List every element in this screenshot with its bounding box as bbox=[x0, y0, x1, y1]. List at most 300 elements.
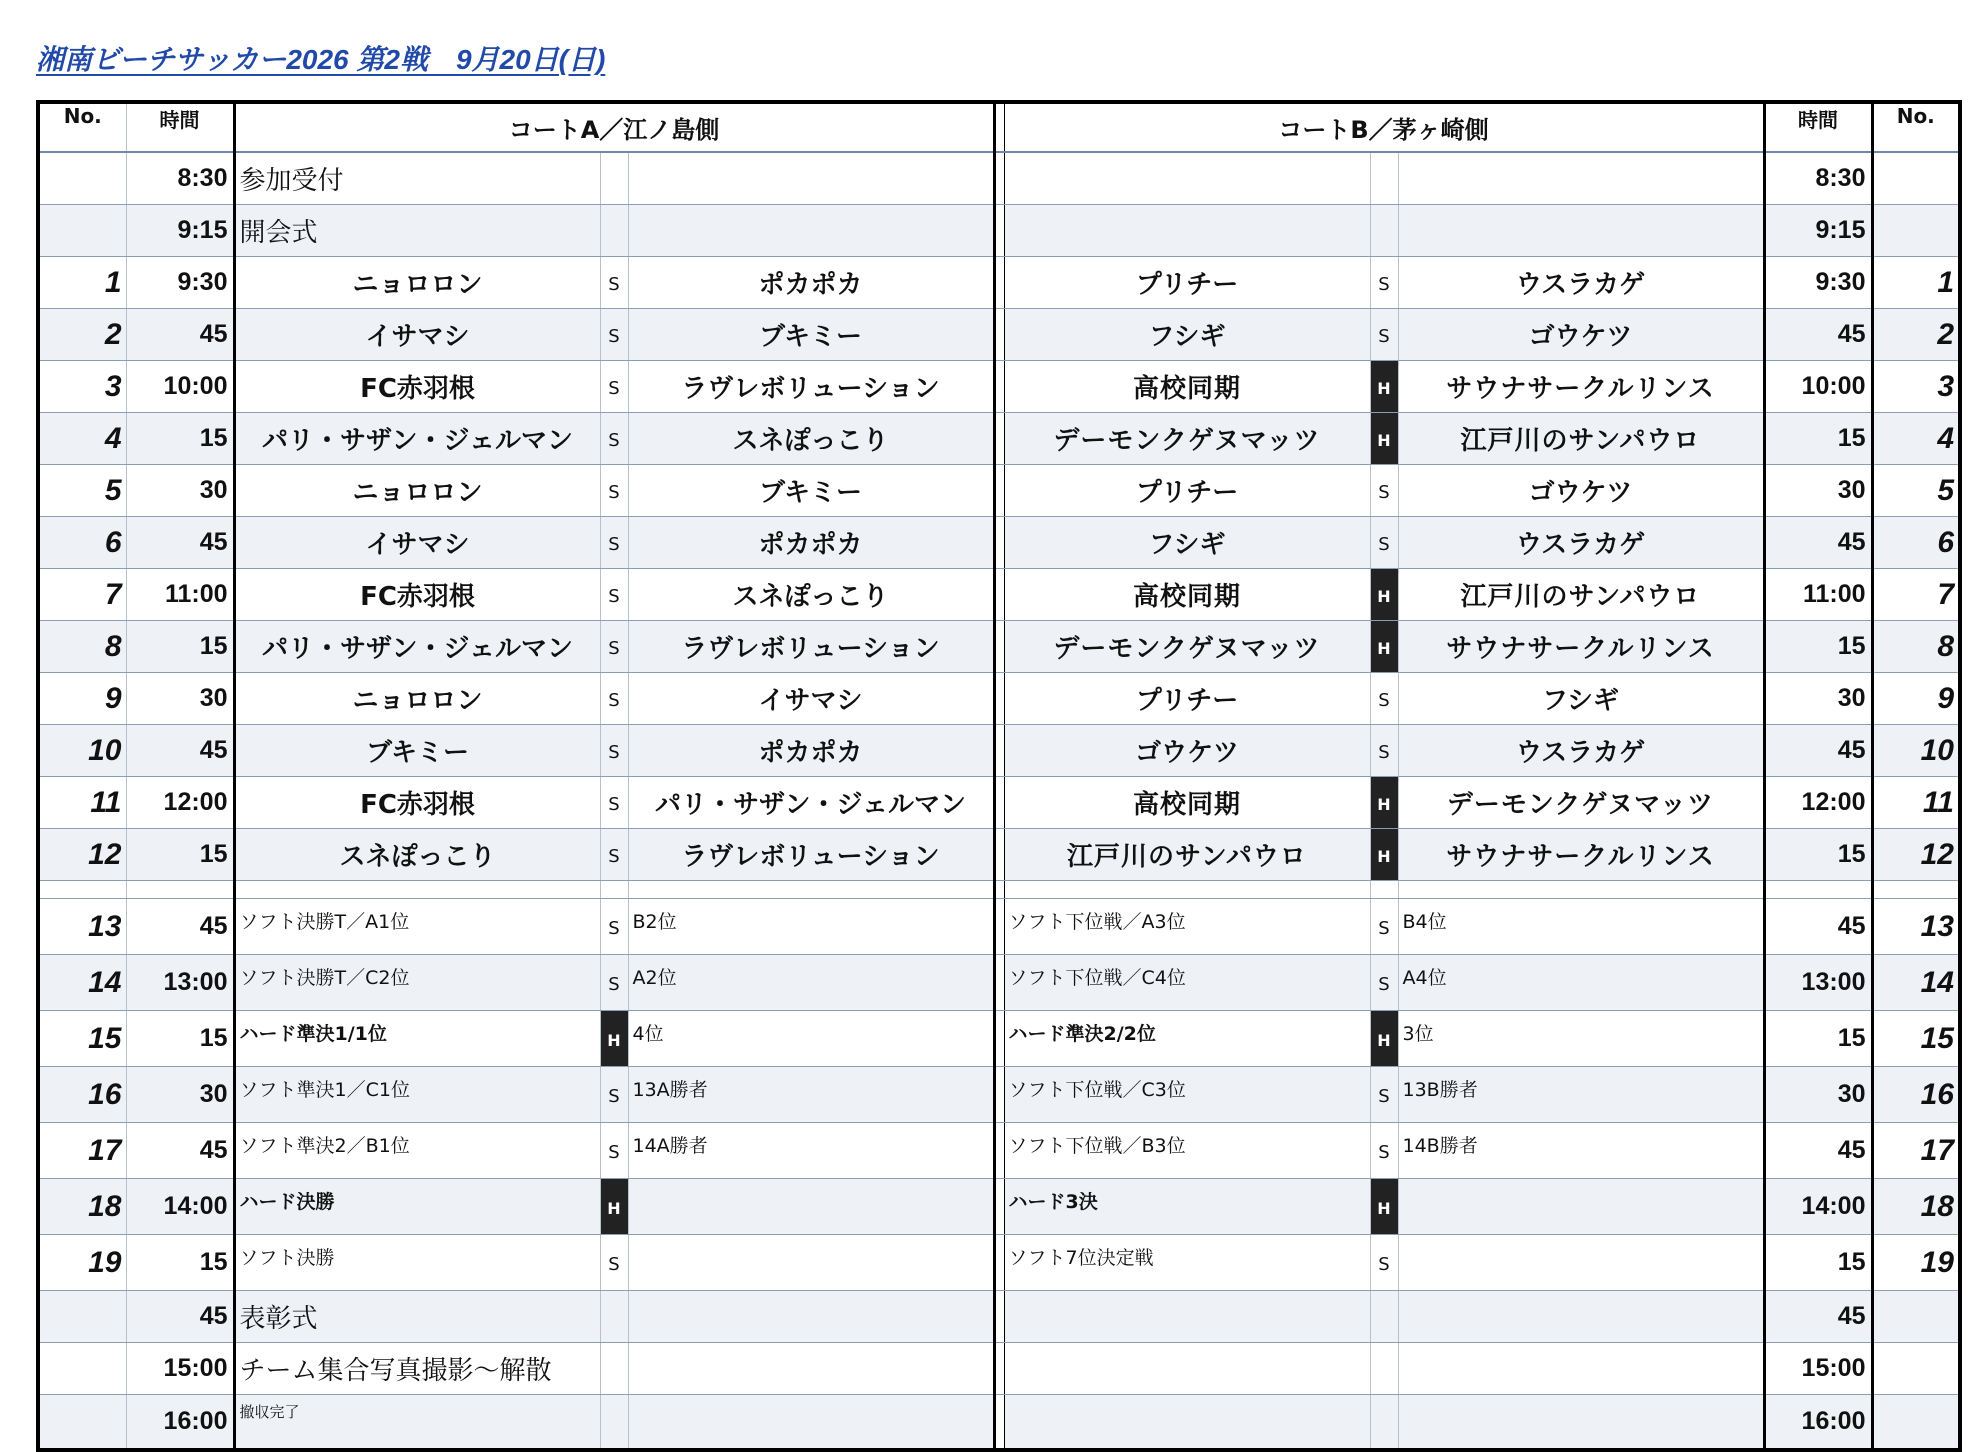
match-no: 5 bbox=[38, 465, 126, 517]
category-a-badge: S bbox=[600, 777, 628, 829]
match-time: 45 bbox=[126, 899, 234, 955]
match-time: 9:30 bbox=[126, 257, 234, 309]
court-divider bbox=[994, 621, 1004, 673]
category-a-badge: S bbox=[600, 621, 628, 673]
match-no-right bbox=[1872, 205, 1960, 257]
team-b2: サウナサークルリンス bbox=[1398, 361, 1764, 413]
slot-b2: 3位 bbox=[1398, 1011, 1764, 1067]
match-no-right: 16 bbox=[1872, 1067, 1960, 1123]
slot-b2 bbox=[1398, 1179, 1764, 1235]
match-no: 10 bbox=[38, 725, 126, 777]
schedule-table bbox=[36, 100, 1962, 1452]
event-note: 撤収完了 bbox=[234, 1395, 600, 1451]
team-b1: プリチー bbox=[1004, 465, 1370, 517]
slot-b2: 13B勝者 bbox=[1398, 1067, 1764, 1123]
match-time: 16:00 bbox=[126, 1395, 234, 1451]
match-time-right: 15 bbox=[1764, 829, 1872, 881]
event-note: 参加受付 bbox=[234, 152, 600, 205]
court-divider bbox=[994, 517, 1004, 569]
header-row bbox=[38, 102, 1960, 152]
court-divider bbox=[994, 899, 1004, 955]
match-no bbox=[38, 205, 126, 257]
schedule-row bbox=[38, 725, 1960, 777]
team-a2: スネぽっこり bbox=[628, 569, 994, 621]
schedule-row bbox=[38, 1011, 1960, 1067]
match-time: 15 bbox=[126, 1235, 234, 1291]
slot-b1: ソフト下位戦／B3位 bbox=[1004, 1123, 1370, 1179]
team-b1 bbox=[1004, 1291, 1370, 1343]
team-b2 bbox=[1398, 1395, 1764, 1451]
court-divider bbox=[994, 1343, 1004, 1395]
category-b-badge: S bbox=[1370, 1123, 1398, 1179]
team-b1 bbox=[1004, 1343, 1370, 1395]
team-b1: 高校同期 bbox=[1004, 777, 1370, 829]
category-a bbox=[600, 205, 628, 257]
team-a1: ニョロロン bbox=[234, 257, 600, 309]
court-divider bbox=[994, 1067, 1004, 1123]
category-a-badge: H bbox=[600, 1011, 628, 1067]
match-time-right: 15 bbox=[1764, 1011, 1872, 1067]
team-b1: 高校同期 bbox=[1004, 569, 1370, 621]
category-a bbox=[600, 1395, 628, 1451]
team-b1 bbox=[1004, 1395, 1370, 1451]
match-no: 4 bbox=[38, 413, 126, 465]
match-no-right: 6 bbox=[1872, 517, 1960, 569]
slot-a1: ソフト決勝T／A1位 bbox=[234, 899, 600, 955]
header-no-left: No. bbox=[38, 102, 126, 152]
team-a1: パリ・サザン・ジェルマン bbox=[234, 621, 600, 673]
schedule-row bbox=[38, 829, 1960, 881]
slot-a2: 4位 bbox=[628, 1011, 994, 1067]
team-b2 bbox=[1398, 152, 1764, 205]
match-time-right: 13:00 bbox=[1764, 955, 1872, 1011]
match-time: 12:00 bbox=[126, 777, 234, 829]
gap-time-r bbox=[1764, 881, 1872, 899]
match-no: 15 bbox=[38, 1011, 126, 1067]
team-a1: スネぽっこり bbox=[234, 829, 600, 881]
match-time-right: 45 bbox=[1764, 1291, 1872, 1343]
slot-a1: ハード決勝 bbox=[234, 1179, 600, 1235]
court-divider bbox=[994, 725, 1004, 777]
schedule-row bbox=[38, 1343, 1960, 1395]
team-b2: サウナサークルリンス bbox=[1398, 621, 1764, 673]
slot-b1: ハード準決2/2位 bbox=[1004, 1011, 1370, 1067]
match-time-right: 30 bbox=[1764, 465, 1872, 517]
category-a-badge: S bbox=[600, 361, 628, 413]
category-a-badge: S bbox=[600, 1067, 628, 1123]
slot-b1: ハード3決 bbox=[1004, 1179, 1370, 1235]
match-time-right: 12:00 bbox=[1764, 777, 1872, 829]
category-b bbox=[1370, 152, 1398, 205]
category-b-badge: H bbox=[1370, 777, 1398, 829]
team-b2: ウスラカゲ bbox=[1398, 517, 1764, 569]
schedule-row bbox=[38, 1067, 1960, 1123]
team-a2 bbox=[628, 1395, 994, 1451]
court-divider bbox=[994, 1123, 1004, 1179]
category-b-badge: S bbox=[1370, 955, 1398, 1011]
match-no-right: 19 bbox=[1872, 1235, 1960, 1291]
team-a2: ラヴレボリューション bbox=[628, 829, 994, 881]
category-a-badge: S bbox=[600, 725, 628, 777]
category-a-badge: S bbox=[600, 257, 628, 309]
match-time-right: 45 bbox=[1764, 309, 1872, 361]
team-a1: ニョロロン bbox=[234, 673, 600, 725]
match-no: 8 bbox=[38, 621, 126, 673]
team-a2 bbox=[628, 1291, 994, 1343]
match-no-right bbox=[1872, 1343, 1960, 1395]
match-time: 15 bbox=[126, 1011, 234, 1067]
match-time-right: 45 bbox=[1764, 517, 1872, 569]
spacer-row bbox=[38, 881, 1960, 899]
category-a-badge: S bbox=[600, 829, 628, 881]
team-b2 bbox=[1398, 205, 1764, 257]
court-divider bbox=[994, 413, 1004, 465]
category-a bbox=[600, 1291, 628, 1343]
match-no-right: 10 bbox=[1872, 725, 1960, 777]
schedule-row bbox=[38, 309, 1960, 361]
schedule-row bbox=[38, 569, 1960, 621]
slot-a1: ハード準決1/1位 bbox=[234, 1011, 600, 1067]
match-time-right: 15 bbox=[1764, 413, 1872, 465]
schedule-row bbox=[38, 1291, 1960, 1343]
category-b-badge: S bbox=[1370, 1235, 1398, 1291]
team-b2: ウスラカゲ bbox=[1398, 257, 1764, 309]
gap-time bbox=[126, 881, 234, 899]
category-b-badge: S bbox=[1370, 465, 1398, 517]
schedule-row bbox=[38, 899, 1960, 955]
slot-b2: 14B勝者 bbox=[1398, 1123, 1764, 1179]
team-b2 bbox=[1398, 1291, 1764, 1343]
team-b1 bbox=[1004, 152, 1370, 205]
slot-b1: ソフト下位戦／A3位 bbox=[1004, 899, 1370, 955]
schedule-body bbox=[38, 152, 1960, 1450]
match-time-right: 15 bbox=[1764, 621, 1872, 673]
match-no: 1 bbox=[38, 257, 126, 309]
team-b1: 江戸川のサンパウロ bbox=[1004, 829, 1370, 881]
schedule-row bbox=[38, 152, 1960, 205]
match-no: 9 bbox=[38, 673, 126, 725]
match-no: 16 bbox=[38, 1067, 126, 1123]
match-time: 15 bbox=[126, 829, 234, 881]
schedule-row bbox=[38, 361, 1960, 413]
team-a2: ブキミー bbox=[628, 309, 994, 361]
court-divider bbox=[994, 1291, 1004, 1343]
slot-b1: ソフト下位戦／C4位 bbox=[1004, 955, 1370, 1011]
match-no bbox=[38, 152, 126, 205]
category-b bbox=[1370, 1395, 1398, 1451]
team-b2: 江戸川のサンパウロ bbox=[1398, 569, 1764, 621]
match-time: 15 bbox=[126, 413, 234, 465]
team-b2: デーモンクゲヌマッツ bbox=[1398, 777, 1764, 829]
category-b-badge: S bbox=[1370, 673, 1398, 725]
schedule-row bbox=[38, 1395, 1960, 1451]
team-b2: フシギ bbox=[1398, 673, 1764, 725]
category-b-badge: S bbox=[1370, 517, 1398, 569]
team-a2: イサマシ bbox=[628, 673, 994, 725]
match-time: 14:00 bbox=[126, 1179, 234, 1235]
team-b1: デーモンクゲヌマッツ bbox=[1004, 413, 1370, 465]
team-a1: パリ・サザン・ジェルマン bbox=[234, 413, 600, 465]
match-no: 13 bbox=[38, 899, 126, 955]
team-a2 bbox=[628, 1343, 994, 1395]
match-time-right: 14:00 bbox=[1764, 1179, 1872, 1235]
schedule-row bbox=[38, 1235, 1960, 1291]
slot-a1: ソフト準決2／B1位 bbox=[234, 1123, 600, 1179]
match-time-right: 9:30 bbox=[1764, 257, 1872, 309]
category-b-badge: S bbox=[1370, 899, 1398, 955]
match-time-right: 30 bbox=[1764, 1067, 1872, 1123]
court-divider bbox=[994, 777, 1004, 829]
team-b1: デーモンクゲヌマッツ bbox=[1004, 621, 1370, 673]
match-time-right: 45 bbox=[1764, 899, 1872, 955]
match-time-right: 45 bbox=[1764, 725, 1872, 777]
match-no: 18 bbox=[38, 1179, 126, 1235]
category-a-badge: S bbox=[600, 413, 628, 465]
category-b-badge: H bbox=[1370, 361, 1398, 413]
gap-no-r bbox=[1872, 881, 1960, 899]
slot-a2: 14A勝者 bbox=[628, 1123, 994, 1179]
schedule-row bbox=[38, 517, 1960, 569]
category-a-badge: S bbox=[600, 955, 628, 1011]
court-divider bbox=[994, 1235, 1004, 1291]
category-b-badge: H bbox=[1370, 569, 1398, 621]
match-time-right: 11:00 bbox=[1764, 569, 1872, 621]
court-divider bbox=[994, 152, 1004, 205]
team-a1: ニョロロン bbox=[234, 465, 600, 517]
category-a-badge: S bbox=[600, 899, 628, 955]
team-b1: プリチー bbox=[1004, 673, 1370, 725]
team-a1: FC赤羽根 bbox=[234, 777, 600, 829]
team-b2: ウスラカゲ bbox=[1398, 725, 1764, 777]
match-no-right: 12 bbox=[1872, 829, 1960, 881]
team-a2: ポカポカ bbox=[628, 517, 994, 569]
match-time-right: 9:15 bbox=[1764, 205, 1872, 257]
match-no: 6 bbox=[38, 517, 126, 569]
team-a2: スネぽっこり bbox=[628, 413, 994, 465]
match-no: 12 bbox=[38, 829, 126, 881]
category-a-badge: S bbox=[600, 673, 628, 725]
schedule-row bbox=[38, 777, 1960, 829]
gap-div bbox=[994, 881, 1004, 899]
slot-b1: ソフト7位決定戦 bbox=[1004, 1235, 1370, 1291]
header-time-right: 時間 bbox=[1764, 102, 1872, 152]
match-time: 15:00 bbox=[126, 1343, 234, 1395]
court-divider bbox=[994, 829, 1004, 881]
gap-b1 bbox=[1004, 881, 1370, 899]
match-no: 2 bbox=[38, 309, 126, 361]
page-title: 湘南ビーチサッカー2026 第2戦 9月20日(日) bbox=[36, 44, 606, 75]
event-note: 表彰式 bbox=[234, 1291, 600, 1343]
team-a2: ラヴレボリューション bbox=[628, 361, 994, 413]
court-divider bbox=[994, 1179, 1004, 1235]
category-b bbox=[1370, 1291, 1398, 1343]
match-time: 9:15 bbox=[126, 205, 234, 257]
match-time-right: 10:00 bbox=[1764, 361, 1872, 413]
slot-a1: ソフト準決1／C1位 bbox=[234, 1067, 600, 1123]
match-time: 45 bbox=[126, 1291, 234, 1343]
match-no: 14 bbox=[38, 955, 126, 1011]
category-b bbox=[1370, 205, 1398, 257]
match-time: 45 bbox=[126, 309, 234, 361]
schedule-row bbox=[38, 621, 1960, 673]
match-no: 11 bbox=[38, 777, 126, 829]
team-b1 bbox=[1004, 205, 1370, 257]
team-b2 bbox=[1398, 1343, 1764, 1395]
match-no-right bbox=[1872, 1395, 1960, 1451]
match-time: 30 bbox=[126, 1067, 234, 1123]
slot-a2 bbox=[628, 1235, 994, 1291]
match-time: 45 bbox=[126, 517, 234, 569]
match-time-right: 15 bbox=[1764, 1235, 1872, 1291]
category-b-badge: S bbox=[1370, 257, 1398, 309]
court-divider bbox=[994, 1395, 1004, 1451]
match-no-right: 4 bbox=[1872, 413, 1960, 465]
schedule-row bbox=[38, 1179, 1960, 1235]
category-a-badge: S bbox=[600, 1235, 628, 1291]
match-no: 7 bbox=[38, 569, 126, 621]
team-b1: フシギ bbox=[1004, 309, 1370, 361]
match-no-right: 14 bbox=[1872, 955, 1960, 1011]
match-no bbox=[38, 1343, 126, 1395]
category-b-badge: H bbox=[1370, 1179, 1398, 1235]
team-a1: FC赤羽根 bbox=[234, 569, 600, 621]
match-time: 15 bbox=[126, 621, 234, 673]
team-a2 bbox=[628, 152, 994, 205]
category-a-badge: S bbox=[600, 465, 628, 517]
team-a1: イサマシ bbox=[234, 309, 600, 361]
match-time: 45 bbox=[126, 1123, 234, 1179]
team-a2: ブキミー bbox=[628, 465, 994, 517]
gap-a1 bbox=[234, 881, 600, 899]
match-time-right: 8:30 bbox=[1764, 152, 1872, 205]
match-no bbox=[38, 1291, 126, 1343]
team-b1: フシギ bbox=[1004, 517, 1370, 569]
match-time: 30 bbox=[126, 673, 234, 725]
match-no-right: 2 bbox=[1872, 309, 1960, 361]
match-time: 10:00 bbox=[126, 361, 234, 413]
category-b-badge: S bbox=[1370, 1067, 1398, 1123]
schedule-row bbox=[38, 955, 1960, 1011]
category-b-badge: H bbox=[1370, 829, 1398, 881]
match-no bbox=[38, 1395, 126, 1451]
match-time: 30 bbox=[126, 465, 234, 517]
court-divider bbox=[994, 569, 1004, 621]
schedule-row bbox=[38, 465, 1960, 517]
category-b-badge: H bbox=[1370, 413, 1398, 465]
match-no-right: 13 bbox=[1872, 899, 1960, 955]
team-a2 bbox=[628, 205, 994, 257]
match-no-right: 15 bbox=[1872, 1011, 1960, 1067]
category-a-badge: S bbox=[600, 569, 628, 621]
team-a1: イサマシ bbox=[234, 517, 600, 569]
court-divider bbox=[994, 465, 1004, 517]
category-a bbox=[600, 1343, 628, 1395]
match-time: 45 bbox=[126, 725, 234, 777]
slot-b2 bbox=[1398, 1235, 1764, 1291]
team-a1: FC赤羽根 bbox=[234, 361, 600, 413]
schedule-row bbox=[38, 413, 1960, 465]
match-no-right: 17 bbox=[1872, 1123, 1960, 1179]
match-no-right bbox=[1872, 1291, 1960, 1343]
match-no-right: 7 bbox=[1872, 569, 1960, 621]
match-no-right: 9 bbox=[1872, 673, 1960, 725]
match-time-right: 16:00 bbox=[1764, 1395, 1872, 1451]
match-no-right: 5 bbox=[1872, 465, 1960, 517]
match-time-right: 45 bbox=[1764, 1123, 1872, 1179]
court-divider bbox=[994, 1011, 1004, 1067]
event-note: チーム集合写真撮影～解散 bbox=[234, 1343, 600, 1395]
team-b2: ゴウケツ bbox=[1398, 309, 1764, 361]
category-b bbox=[1370, 1343, 1398, 1395]
team-b2: サウナサークルリンス bbox=[1398, 829, 1764, 881]
slot-b2: B4位 bbox=[1398, 899, 1764, 955]
category-a-badge: S bbox=[600, 309, 628, 361]
category-a bbox=[600, 152, 628, 205]
match-time-right: 15:00 bbox=[1764, 1343, 1872, 1395]
court-divider bbox=[994, 257, 1004, 309]
match-no-right: 18 bbox=[1872, 1179, 1960, 1235]
gap-a2 bbox=[628, 881, 994, 899]
match-no-right: 11 bbox=[1872, 777, 1960, 829]
match-no: 17 bbox=[38, 1123, 126, 1179]
header-court-b: コートB／茅ヶ崎側 bbox=[1004, 102, 1764, 152]
court-divider bbox=[994, 309, 1004, 361]
court-divider bbox=[994, 673, 1004, 725]
team-a2: ポカポカ bbox=[628, 257, 994, 309]
category-a-badge: H bbox=[600, 1179, 628, 1235]
match-time: 11:00 bbox=[126, 569, 234, 621]
category-a-badge: S bbox=[600, 517, 628, 569]
category-b-badge: S bbox=[1370, 309, 1398, 361]
header-time-left: 時間 bbox=[126, 102, 234, 152]
team-b1: ゴウケツ bbox=[1004, 725, 1370, 777]
team-a1: ブキミー bbox=[234, 725, 600, 777]
category-b-badge: H bbox=[1370, 1011, 1398, 1067]
gap-b2 bbox=[1398, 881, 1764, 899]
slot-a1: ソフト決勝T／C2位 bbox=[234, 955, 600, 1011]
category-a-badge: S bbox=[600, 1123, 628, 1179]
gap-no bbox=[38, 881, 126, 899]
schedule-row bbox=[38, 205, 1960, 257]
header-court-a: コートA／江ノ島側 bbox=[234, 102, 994, 152]
team-a2: ポカポカ bbox=[628, 725, 994, 777]
match-no-right: 8 bbox=[1872, 621, 1960, 673]
match-no: 19 bbox=[38, 1235, 126, 1291]
court-divider bbox=[994, 205, 1004, 257]
slot-a2: 13A勝者 bbox=[628, 1067, 994, 1123]
match-no-right bbox=[1872, 152, 1960, 205]
team-b2: 江戸川のサンパウロ bbox=[1398, 413, 1764, 465]
court-divider bbox=[994, 361, 1004, 413]
slot-b1: ソフト下位戦／C3位 bbox=[1004, 1067, 1370, 1123]
match-time-right: 30 bbox=[1764, 673, 1872, 725]
team-b1: 高校同期 bbox=[1004, 361, 1370, 413]
team-b1: プリチー bbox=[1004, 257, 1370, 309]
court-divider bbox=[994, 955, 1004, 1011]
match-no-right: 3 bbox=[1872, 361, 1960, 413]
slot-a2: A2位 bbox=[628, 955, 994, 1011]
slot-a2 bbox=[628, 1179, 994, 1235]
match-time: 13:00 bbox=[126, 955, 234, 1011]
slot-a2: B2位 bbox=[628, 899, 994, 955]
category-b-badge: H bbox=[1370, 621, 1398, 673]
event-note: 開会式 bbox=[234, 205, 600, 257]
schedule-row bbox=[38, 1123, 1960, 1179]
team-a2: ラヴレボリューション bbox=[628, 621, 994, 673]
slot-b2: A4位 bbox=[1398, 955, 1764, 1011]
gap-ac bbox=[600, 881, 628, 899]
match-no-right: 1 bbox=[1872, 257, 1960, 309]
